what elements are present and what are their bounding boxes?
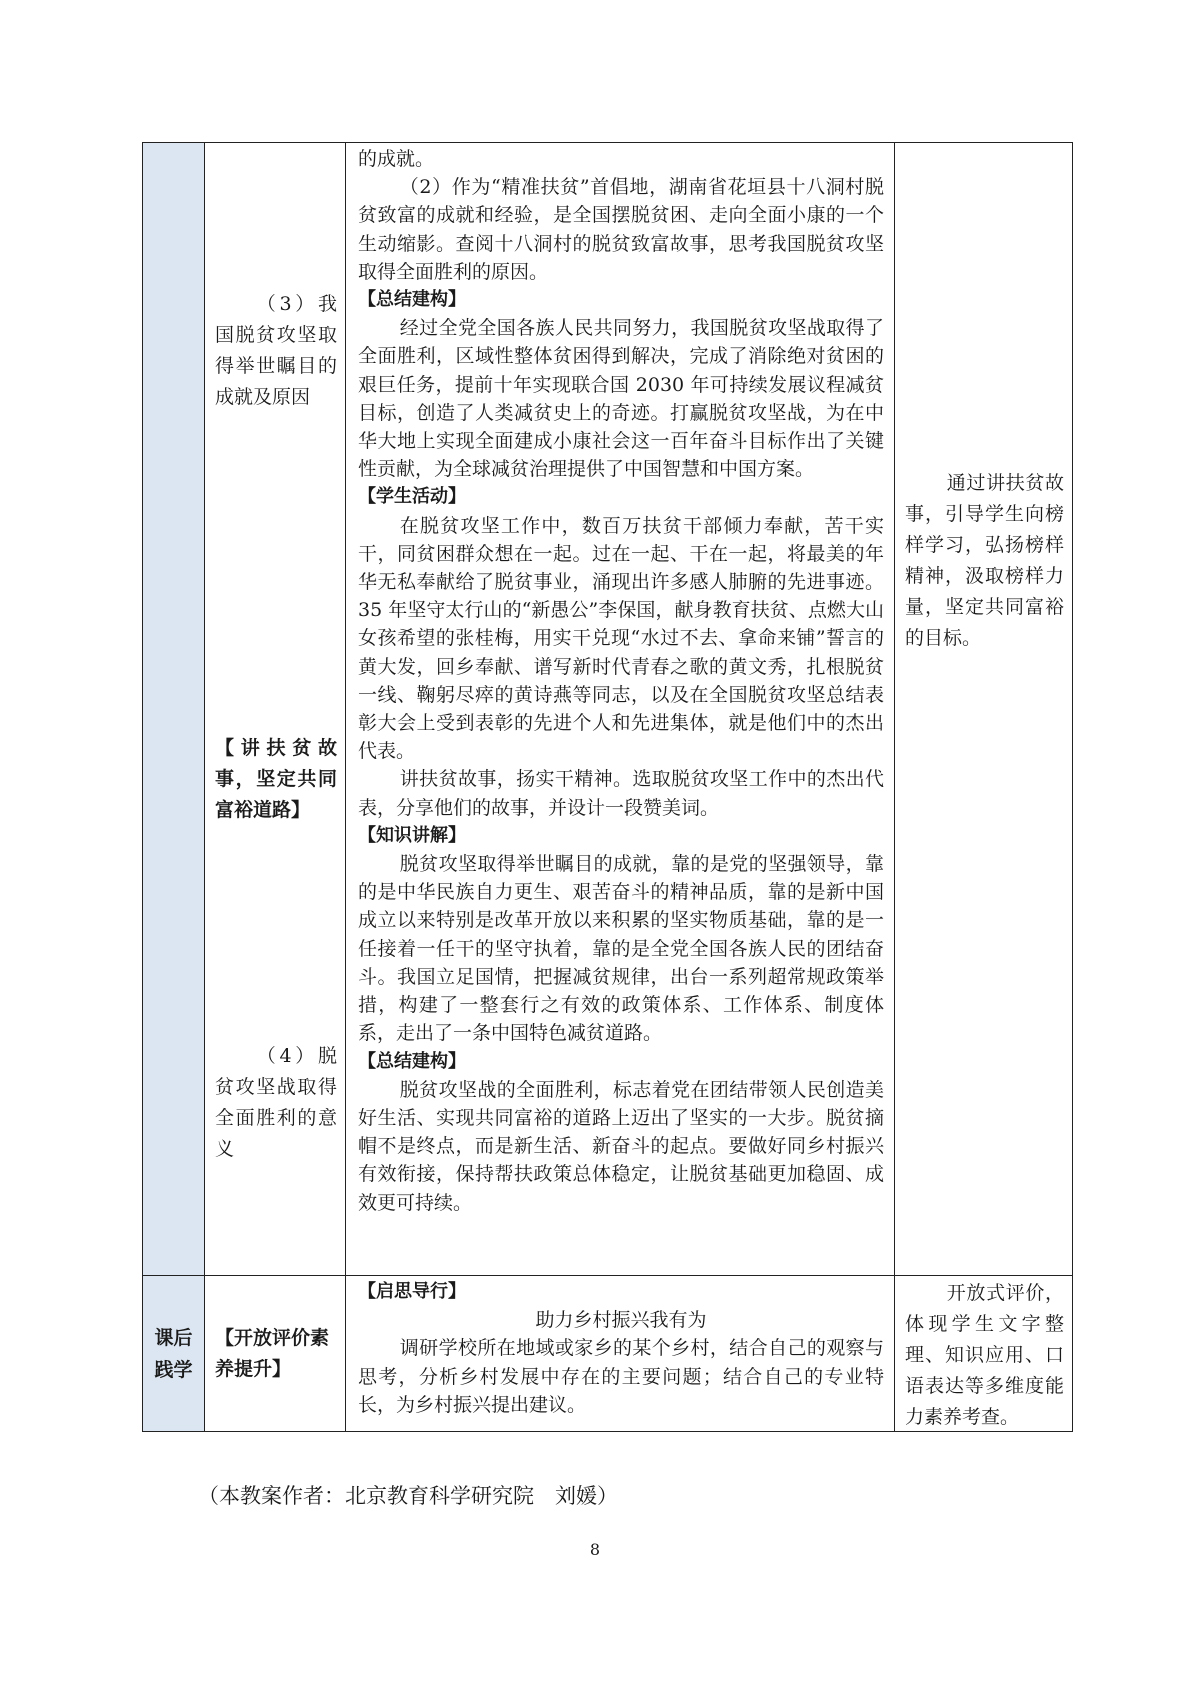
section-heading: 【总结建构】: [358, 1050, 466, 1072]
design-intent-text: 通过讲扶贫故事，引导学生向榜样学习，弘扬榜样精神，汲取榜样力量，坚定共同富裕的目标。: [905, 472, 1064, 649]
section-heading: 【知识讲解】: [358, 824, 466, 846]
stage-cell: [143, 1276, 205, 1432]
author-note: （本教案作者：北京教育科学研究院 刘媛）: [198, 1484, 618, 1508]
design-intent-cell: [895, 143, 1073, 1276]
table-row: [143, 1276, 1073, 1432]
lesson-plan-table: [142, 142, 1073, 1432]
section-heading: 【学生活动】: [358, 486, 466, 508]
activity-label: 【开放评价素养提升】: [215, 1326, 330, 1380]
content-paragraph: 经过全党全国各族人民共同努力，我国脱贫攻坚战取得了全面胜利，区域性整体贫困得到解决，完成了消除绝对贫困的艰巨任务，提前十年实现联合国 2030 年可持续发展议程减贫目标，创造了人类减贫史上的奇迹。打赢脱贫攻坚战，为在中华大地上实现全面建成小康社会这一百年奋斗目标作出了关键性贡献，为全球减贫治理提供了中国智慧和中国方案。: [358, 317, 884, 481]
content-paragraph: 讲扶贫故事，扬实干精神。选取脱贫攻坚工作中的杰出代表，分享他们的故事，并设计一段赞美词。: [358, 768, 884, 819]
task-title: 助力乡村振兴我有为: [535, 1309, 707, 1332]
table-row: [143, 143, 1073, 1276]
design-intent-text: 开放式评价，体现学生文字整理、知识应用、口语表达等多维度能力素养考查。: [905, 1282, 1064, 1428]
activity-cell: [205, 1276, 346, 1432]
section-heading: 【启思导行】: [358, 1281, 466, 1302]
subtopic-4: （4）脱贫攻坚战取得全面胜利的意义: [215, 1045, 337, 1160]
content-paragraph: 在脱贫攻坚工作中，数百万扶贫干部倾力奉献，苦干实干，同贫困群众想在一起。过在一起、干在一起，将最美的年华无私奉献给了脱贫事业，涌现出许多感人肺腑的先进事迹。35 年坚守太行山的“新愚公”李保国，献身教育扶贫、点燃大山女孩希望的张桂梅，用实干兑现“水过不去、拿命来铺”誓言的黄大发，回乡奉献、谱写新时代青春之歌的黄文秀，扎根脱贫一线、鞠躬尽瘁的黄诗燕等同志，以及在全国脱贫攻坚总结表彰大会上受到表彰的先进个人和先进集体，就是他们中的杰出代表。: [358, 514, 884, 763]
stage-label: 课后践学: [154, 1326, 193, 1381]
subtopic-cell: [205, 143, 346, 1276]
content-paragraph: 脱贫攻坚取得举世瞩目的成就，靠的是党的坚强领导，靠的是中华民族自力更生、艰苦奋斗的精神品质，靠的是新中国成立以来特别是改革开放以来积累的坚实物质基础，靠的是一任接着一任干的坚守执着，靠的是全党全国各族人民的团结奋斗。我国立足国情，把握减贫规律，出台一系列超常规政策举措，构建了一整套行之有效的政策体系、工作体系、制度体系，走出了一条中国特色减贫道路。: [358, 853, 884, 1045]
stage-cell-empty: [143, 143, 205, 1276]
content-paragraph: 的成就。: [358, 148, 435, 170]
section-heading: 【总结建构】: [358, 289, 466, 311]
page-number: 8: [589, 1540, 601, 1559]
content-cell: [346, 143, 895, 1276]
task-text: 调研学校所在地域或家乡的某个乡村，结合自己的观察与思考，分析乡村发展中存在的主要问题；结合自己的专业特长，为乡村振兴提出建议。: [358, 1337, 884, 1416]
design-intent-cell: [895, 1276, 1073, 1432]
content-paragraph: 脱贫攻坚战的全面胜利，标志着党在团结带领人民创造美好生活、实现共同富裕的道路上迈出了坚实的一大步。脱贫摘帽不是终点，而是新生活、新奋斗的起点。要做好同乡村振兴有效衔接，保持帮扶政策总体稳定，让脱贫基础更加稳固、成效更可持续。: [358, 1078, 884, 1214]
content-cell: [346, 1276, 895, 1432]
content-paragraph: （2）作为“精准扶贫”首倡地，湖南省花垣县十八洞村脱贫致富的成就和经验，是全国摆脱贫困、走向全面小康的一个生动缩影。查阅十八洞村的脱贫致富故事，思考我国脱贫攻坚取得全面胜利的原因。: [358, 176, 884, 283]
activity-title: 【讲扶贫故事，坚定共同富裕道路】: [215, 737, 337, 821]
subtopic-3: （3）我国脱贫攻坚取得举世瞩目的成就及原因: [215, 293, 337, 408]
